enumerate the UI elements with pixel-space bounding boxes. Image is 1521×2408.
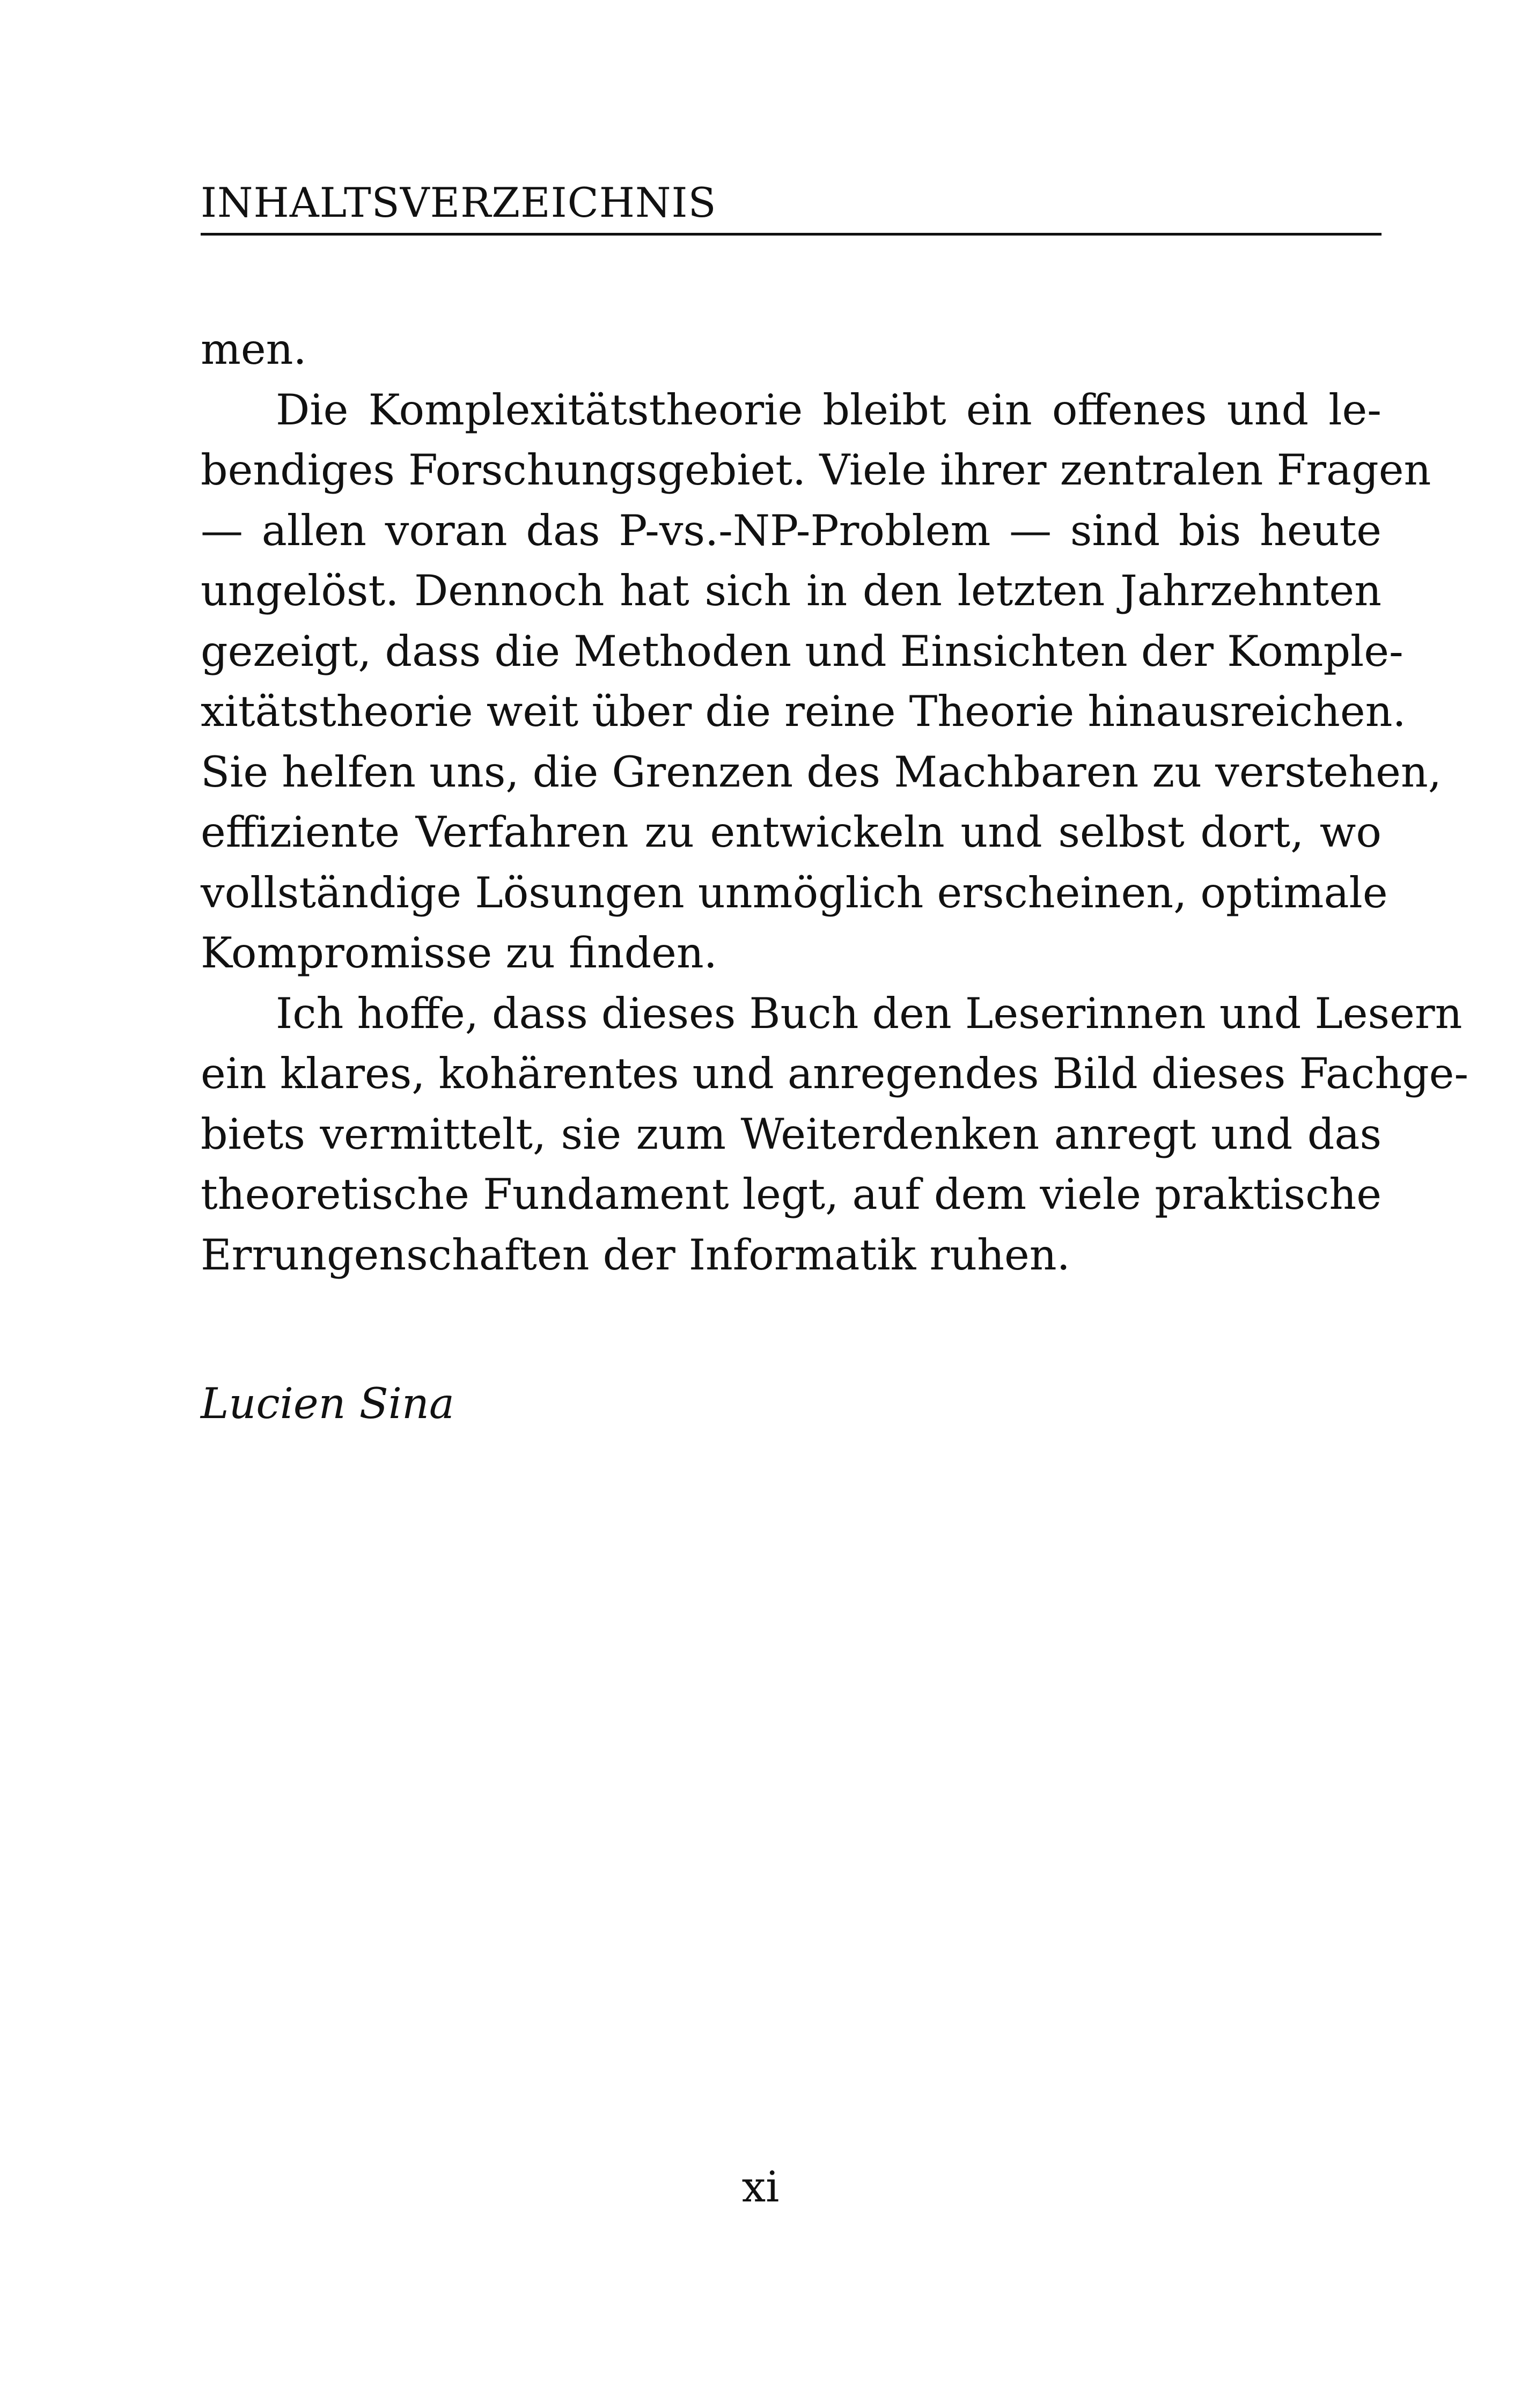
text-line: xitätstheorie weit über die reine Theorie hinausreichen. <box>201 687 1406 736</box>
text-line: Errungenschaften der Informatik ruhen. <box>201 1230 1070 1280</box>
text-line: Sie helfen uns, die Grenzen des Machbaren zu verstehen, <box>201 747 1442 797</box>
text-line: ein klares, kohärentes und anregendes Bild dieses Fachge- <box>201 1049 1469 1098</box>
paragraph-closing-hope <box>201 983 1469 1286</box>
main-text <box>201 319 1469 1285</box>
text-line: gezeigt, dass die Methoden und Einsichten der Komple- <box>201 626 1404 676</box>
text-line: effiziente Verfahren zu entwickeln und selbst dort, wo <box>201 807 1382 857</box>
text-line: Ich hoffe, dass dieses Buch den Leserinnen und Lesern <box>276 988 1463 1038</box>
text-line: Kompromisse zu finden. <box>201 928 717 978</box>
text-line: Die Komplexitätstheorie bleibt ein offenes und le- <box>276 385 1382 435</box>
author-signature: Lucien Sina <box>201 1379 454 1428</box>
text-line: ungelöst. Dennoch hat sich in den letzten Jahrzehnten <box>201 566 1382 615</box>
running-header-title: INHALTSVERZEICHNIS <box>201 179 717 226</box>
page-number: xi <box>741 2162 780 2212</box>
header-rule <box>201 233 1382 236</box>
text-line: men. <box>201 325 307 374</box>
text-line: biets vermittelt, sie zum Weiterdenken anregt und das <box>201 1109 1382 1159</box>
text-line: — allen voran das P-vs.-NP-Problem — sind bis heute <box>201 505 1382 555</box>
paragraph-complexity-theory <box>201 380 1442 983</box>
text-line: bendiges Forschungsgebiet. Viele ihrer zentralen Fragen <box>201 445 1431 495</box>
text-line: vollständige Lösungen unmöglich erscheinen, optimale <box>201 868 1388 917</box>
paragraph-continuation <box>201 319 1382 380</box>
text-line: theoretische Fundament legt, auf dem viele praktische <box>201 1170 1382 1219</box>
